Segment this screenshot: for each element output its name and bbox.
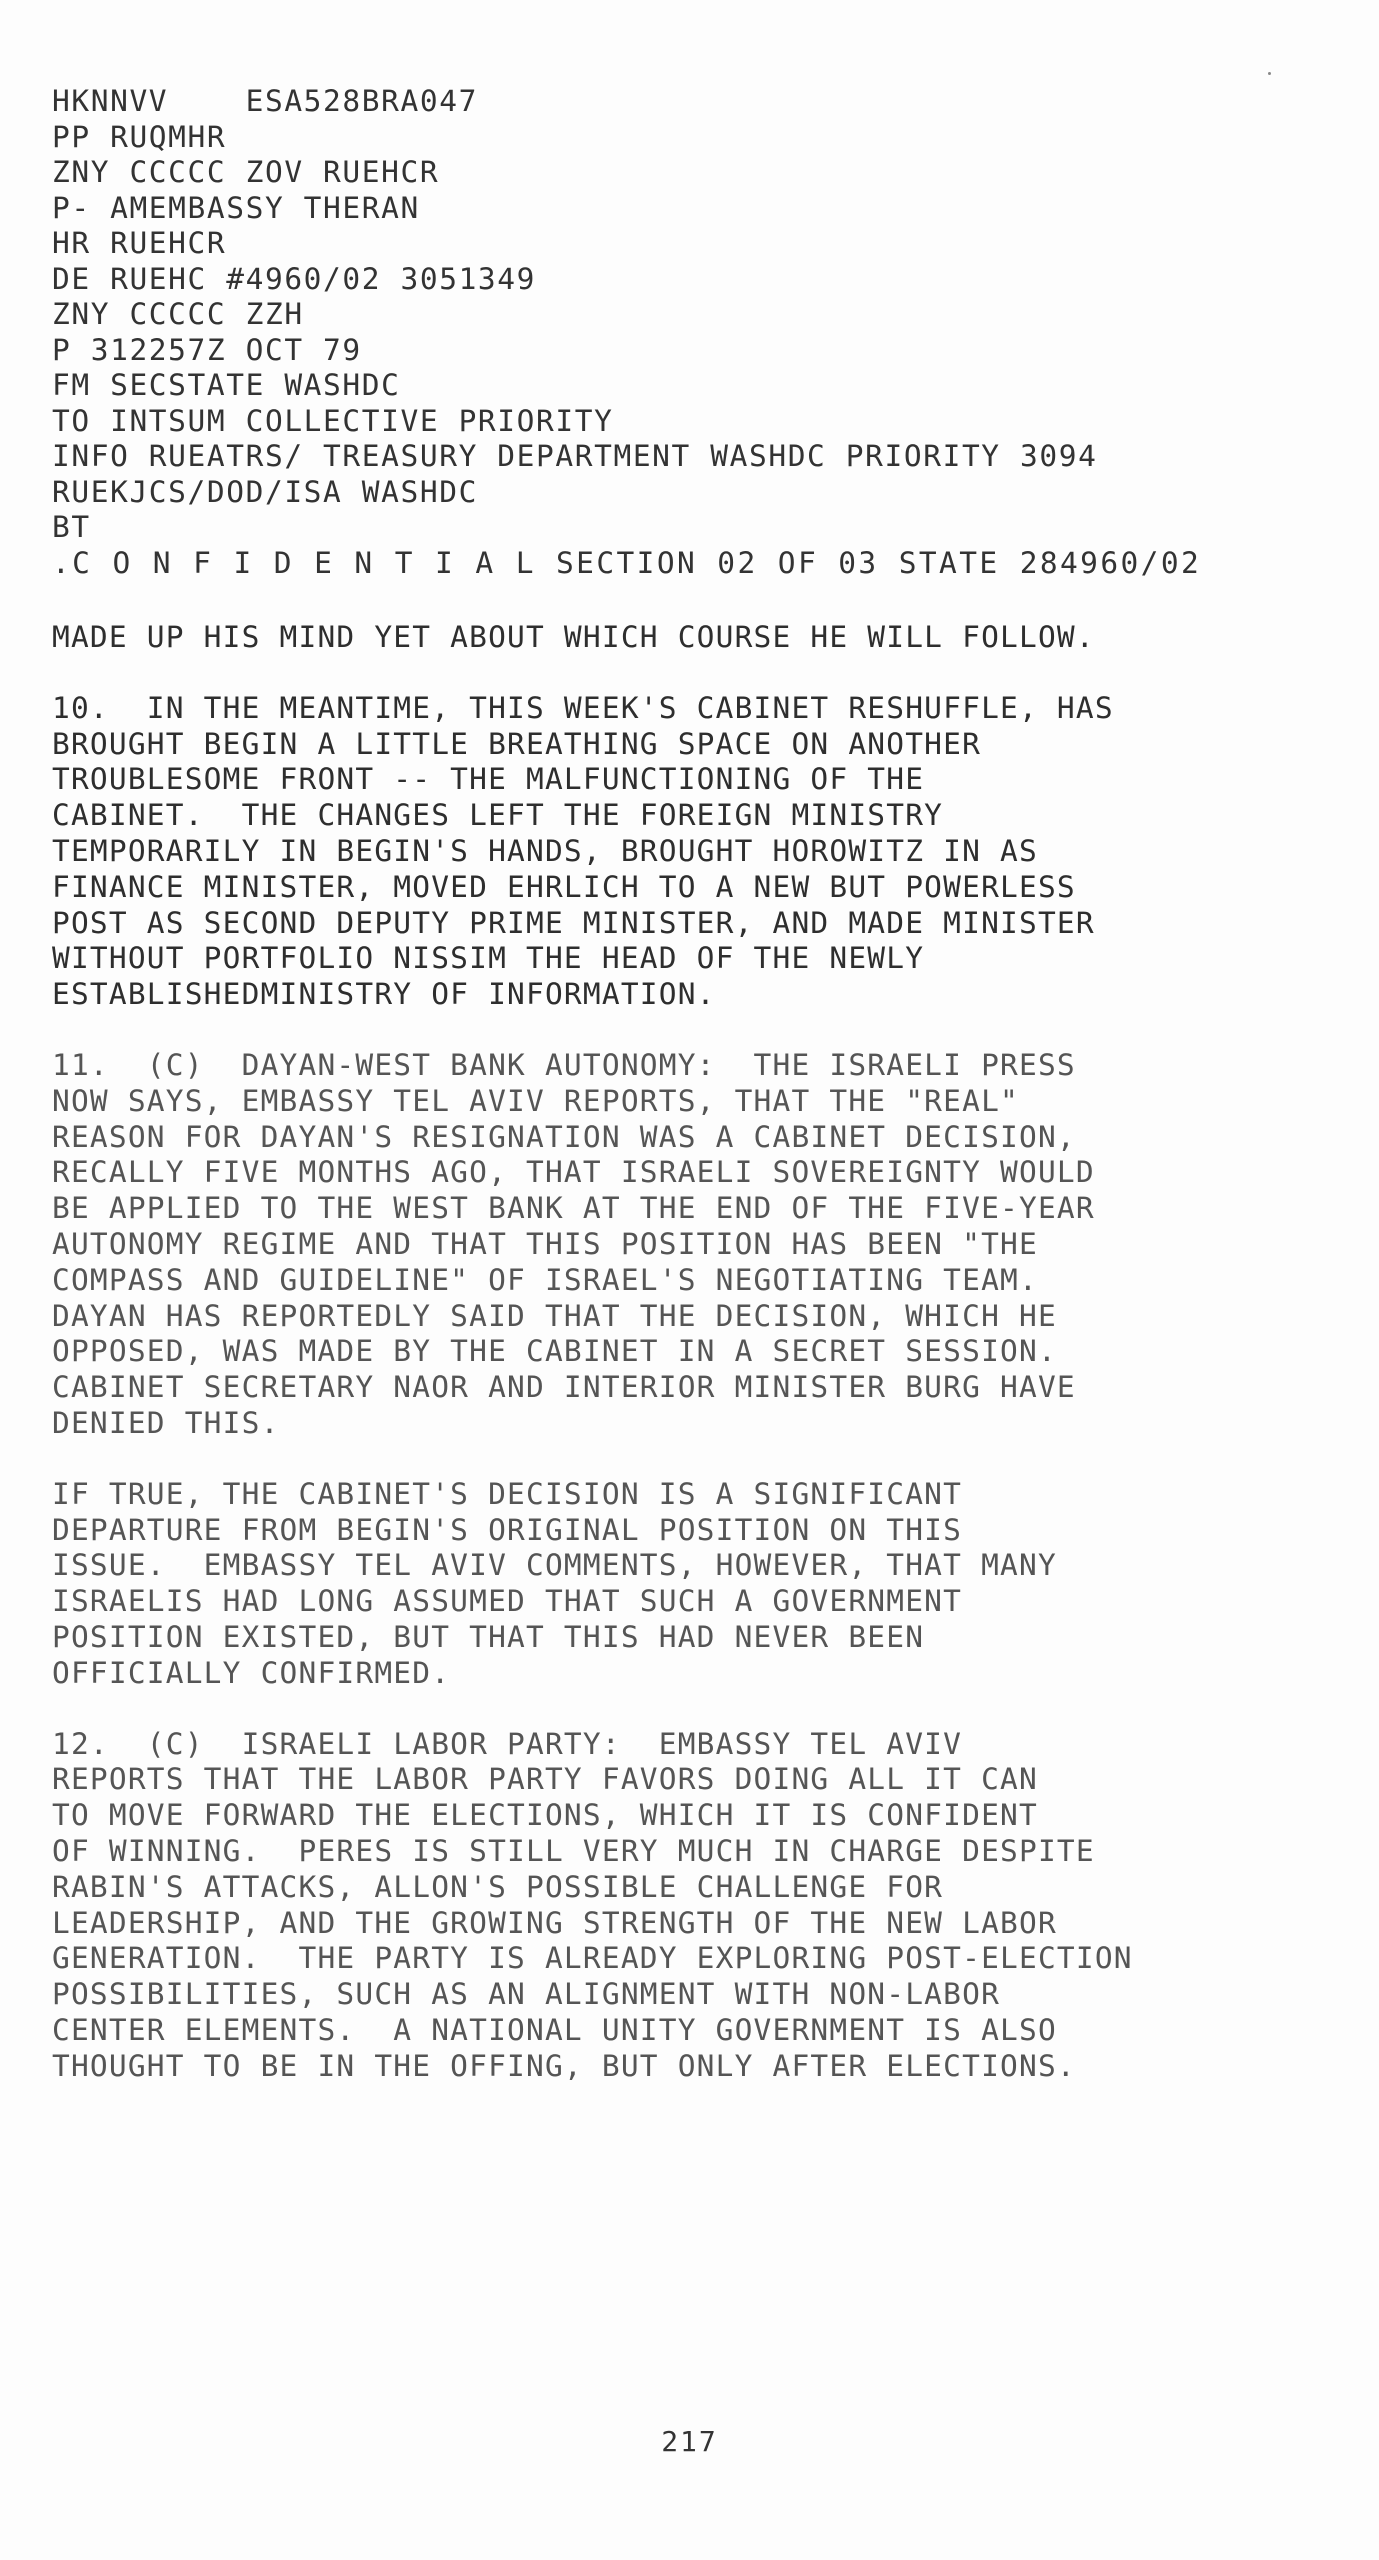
paragraph-12-labor-party: 12. (C) ISRAELI LABOR PARTY: EMBASSY TEL AVIV REPORTS THAT THE LABOR PARTY FAVORS DOING ALL IT CAN TO MOVE FORWARD THE ELECTIONS, WHICH IT IS CONFIDENT OF WINNING. PERES IS STILL VERY MUCH IN CHARGE DESPITE RABIN'S ATTACKS, ALLON'S POSSIBLE CHALLENGE FOR LEADERSHIP, AND THE GROWING STRENGTH OF THE NEW LABOR GENERATION. THE PARTY IS ALREADY EXPLORING POST-ELECTION POSSIBILITIES, SUCH AS AN ALIGNMENT WITH NON-LABOR CENTER ELEMENTS. A NATIONAL UNITY GOVERNMENT IS ALSO THOUGHT TO BE IN THE OFFING, BUT ONLY AFTER ELECTIONS. bbox=[52, 1726, 1133, 2083]
header-line: P 312257Z OCT 79 bbox=[52, 332, 362, 367]
header-line: P- AMEMBASSY THERAN bbox=[52, 190, 420, 225]
cable-header bbox=[52, 84, 1342, 581]
header-line: ZNY CCCCC ZZH bbox=[52, 297, 304, 331]
cable-body bbox=[52, 620, 1342, 2119]
page-number: 217 bbox=[661, 2425, 718, 2458]
scan-speck bbox=[1268, 72, 1271, 75]
paragraph-11-dayan-autonomy: 11. (C) DAYAN-WEST BANK AUTONOMY: THE ISRAELI PRESS NOW SAYS, EMBASSY TEL AVIV REPORTS, THAT THE "REAL" REASON FOR DAYAN'S RESIGNATION WAS A CABINET DECISION, RECALLY FIVE MONTHS AGO, THAT ISRAELI SOVEREIGNTY WOULD BE APPLIED TO THE WEST BANK AT THE END OF THE FIVE-YEAR AUTONOMY REGIME AND THAT THIS POSITION HAS BEEN "THE COMPASS AND GUIDELINE" OF ISRAEL'S NEGOTIATING TEAM. DAYAN HAS REPORTEDLY SAID THAT THE DECISION, WHICH HE OPPOSED, WAS MADE BY THE CABINET IN A SECRET SESSION. CABINET SECRETARY NAOR AND INTERIOR MINISTER BURG HAVE DENIED THIS. bbox=[52, 1047, 1095, 1440]
classification-line: .C O N F I D E N T I A L SECTION 02 OF 03 STATE 284960/02 bbox=[52, 545, 1202, 580]
paragraph-continuation: MADE UP HIS MIND YET ABOUT WHICH COURSE HE WILL FOLLOW. bbox=[52, 620, 1095, 654]
header-line: RUEKJCS/DOD/ISA WASHDC bbox=[52, 474, 478, 509]
header-line: BT bbox=[52, 510, 91, 544]
header-line: FM SECSTATE WASHDC bbox=[52, 368, 401, 402]
header-line: TO INTSUM COLLECTIVE PRIORITY bbox=[52, 403, 614, 438]
paragraph-cabinet-decision: IF TRUE, THE CABINET'S DECISION IS A SIGNIFICANT DEPARTURE FROM BEGIN'S ORIGINAL POSITION ON THIS ISSUE. EMBASSY TEL AVIV COMMENTS, HOWEVER, THAT MANY ISRAELIS HAD LONG ASSUMED THAT SUCH A GOVERNMENT POSITION EXISTED, BUT THAT THIS HAD NEVER BEEN OFFICIALLY CONFIRMED. bbox=[52, 1476, 1057, 1690]
header-line: INFO RUEATRS/ TREASURY DEPARTMENT WASHDC PRIORITY 3094 bbox=[52, 439, 1098, 473]
header-line: HR RUEHCR bbox=[52, 226, 227, 260]
paragraph-10-cabinet-reshuffle: 10. IN THE MEANTIME, THIS WEEK'S CABINET RESHUFFLE, HAS BROUGHT BEGIN A LITTLE BREATHING SPACE ON ANOTHER TROUBLESOME FRONT -- THE MALFUNCTIONING OF THE CABINET. THE CHANGES LEFT THE FOREIGN MINISTRY TEMPORARILY IN BEGIN'S HANDS, BROUGHT HOROWITZ IN AS FINANCE MINISTER, MOVED EHRLICH TO A NEW BUT POWERLESS POST AS SECOND DEPUTY PRIME MINISTER, AND MADE MINISTER WITHOUT PORTFOLIO NISSIM THE HEAD OF THE NEWLY ESTABLISHEDMINISTRY OF INFORMATION. bbox=[52, 690, 1114, 1012]
header-line: ZNY CCCCC ZOV RUEHCR bbox=[52, 155, 440, 189]
header-line: DE RUEHC #4960/02 3051349 bbox=[52, 261, 537, 296]
header-line: HKNNVV ESA528BRA047 bbox=[52, 84, 478, 118]
header-line: PP RUQMHR bbox=[52, 119, 227, 154]
